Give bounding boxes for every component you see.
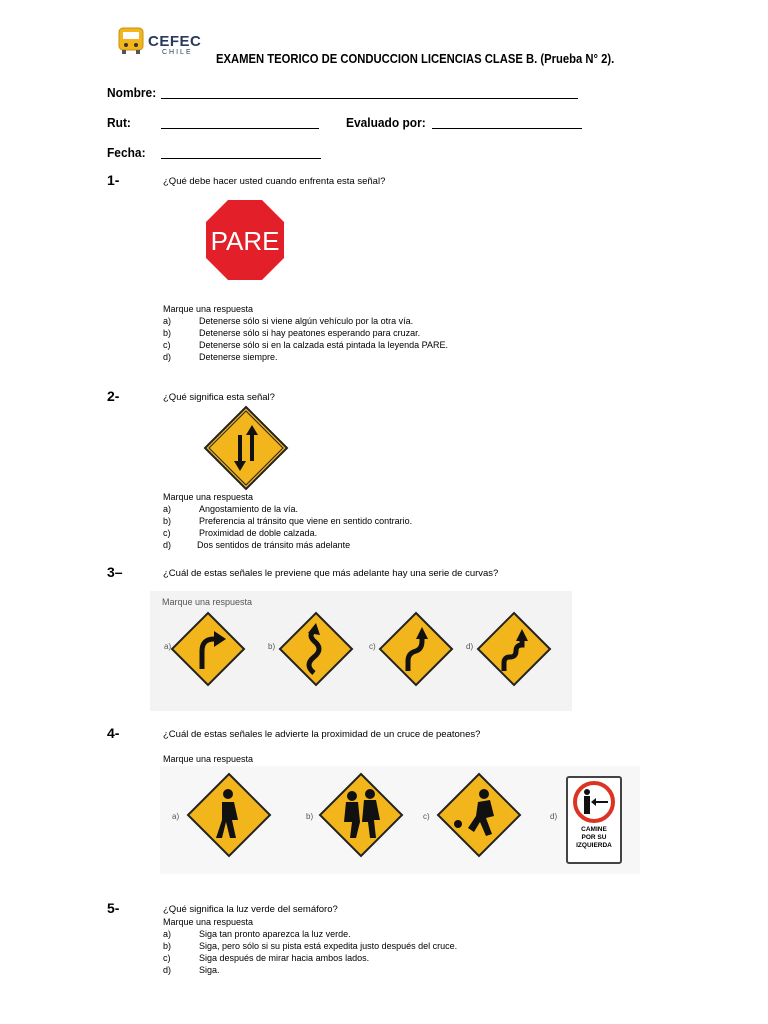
q5-text: ¿Qué significa la luz verde del semáforo?: [163, 904, 338, 915]
q4-prompt: Marque una respuesta: [163, 754, 254, 764]
pedestrian-sign-icon[interactable]: [186, 772, 272, 858]
q1-number: 1-: [107, 172, 120, 188]
children-playing-sign-icon[interactable]: [436, 772, 522, 858]
name-label: Nombre:: [107, 85, 157, 100]
q3-text: ¿Cuál de estas señales le previene que más adelante hay una serie de curvas?: [163, 568, 499, 579]
q4-label-b: b): [306, 812, 314, 821]
exam-title: EXAMEN TEORICO DE CONDUCCION LICENCIAS CLASE B. (Prueba N° 2).: [216, 52, 615, 66]
q5-prompt: Marque una respuesta: [163, 917, 254, 927]
bus-icon: [116, 24, 146, 56]
name-field[interactable]: [161, 98, 578, 99]
q4-label-d: d): [550, 812, 558, 821]
q4-number: 4-: [107, 725, 120, 741]
two-way-traffic-sign-icon: [203, 405, 289, 491]
q2-prompt: Marque una respuesta: [163, 492, 254, 502]
q5-options: a) Siga tan pronto aparezca la luz verde. b) Siga, pero sólo si su pista está expedita justo después del cruce. c) Siga después de mirar hacia ambos lados. d) Siga.: [163, 929, 458, 975]
curve-right-sign-icon[interactable]: [170, 611, 246, 687]
series-of-curves-sign-icon[interactable]: [476, 611, 552, 687]
evaluated-label: Evaluado por:: [346, 115, 426, 130]
q2-number: 2-: [107, 388, 120, 404]
walk-left-text-1: CAMINE: [581, 826, 607, 833]
q2-text: ¿Qué significa esta señal?: [163, 392, 275, 403]
q2-options: a) Angostamiento de la vía. b) Preferencia al tránsito que viene en sentido contrario. c) Proximidad de doble calzada. d) Dos sentidos de tránsito más adelante: [163, 504, 413, 550]
q3-panel-prompt: Marque una respuesta: [162, 597, 253, 607]
logo-name: CEFEC: [148, 33, 202, 50]
q1-options: a) Detenerse sólo si viene algún vehículo por la otra vía. b) Detenerse sólo si hay peatones esperando para cruzar. c) Detenerse sólo si en la calzada está pintada la leyenda PARE. d) Detenerse siempre.: [163, 316, 448, 362]
q3-label-c: c): [369, 642, 376, 651]
school-children-sign-icon[interactable]: [318, 772, 404, 858]
q4-label-a: a): [172, 812, 180, 821]
walk-left-sign[interactable]: [566, 776, 622, 864]
winding-road-sign-icon[interactable]: [278, 611, 354, 687]
q4-sign-panel: [160, 766, 640, 874]
rut-field[interactable]: [161, 128, 319, 129]
walk-left-text-2: POR SU: [581, 834, 607, 841]
q4-label-c: c): [423, 812, 430, 821]
q3-label-d: d): [466, 642, 474, 651]
rut-label: Rut:: [107, 115, 131, 130]
q3-number: 3–: [107, 564, 123, 580]
q3-label-b: b): [268, 642, 276, 651]
evaluated-field[interactable]: [432, 128, 582, 129]
logo-sub: CHILE: [162, 49, 193, 56]
double-curve-sign-icon[interactable]: [378, 611, 454, 687]
walk-left-text-3: IZQUIERDA: [576, 842, 612, 849]
q5-number: 5-: [107, 900, 120, 916]
q1-text: ¿Qué debe hacer usted cuando enfrenta esta señal?: [163, 176, 386, 187]
q3-label-a: a): [164, 642, 172, 651]
q4-text: ¿Cuál de estas señales le advierte la proximidad de un cruce de peatones?: [163, 729, 481, 740]
stop-sign-icon: [204, 198, 286, 282]
date-label: Fecha:: [107, 145, 146, 160]
pedestrian-circle-icon: [568, 778, 620, 826]
date-field[interactable]: [161, 158, 321, 159]
q3-sign-panel: [150, 591, 572, 711]
stop-sign-text: PARE: [210, 226, 280, 256]
cefec-logo: [116, 24, 216, 60]
q1-prompt: Marque una respuesta: [163, 304, 254, 314]
